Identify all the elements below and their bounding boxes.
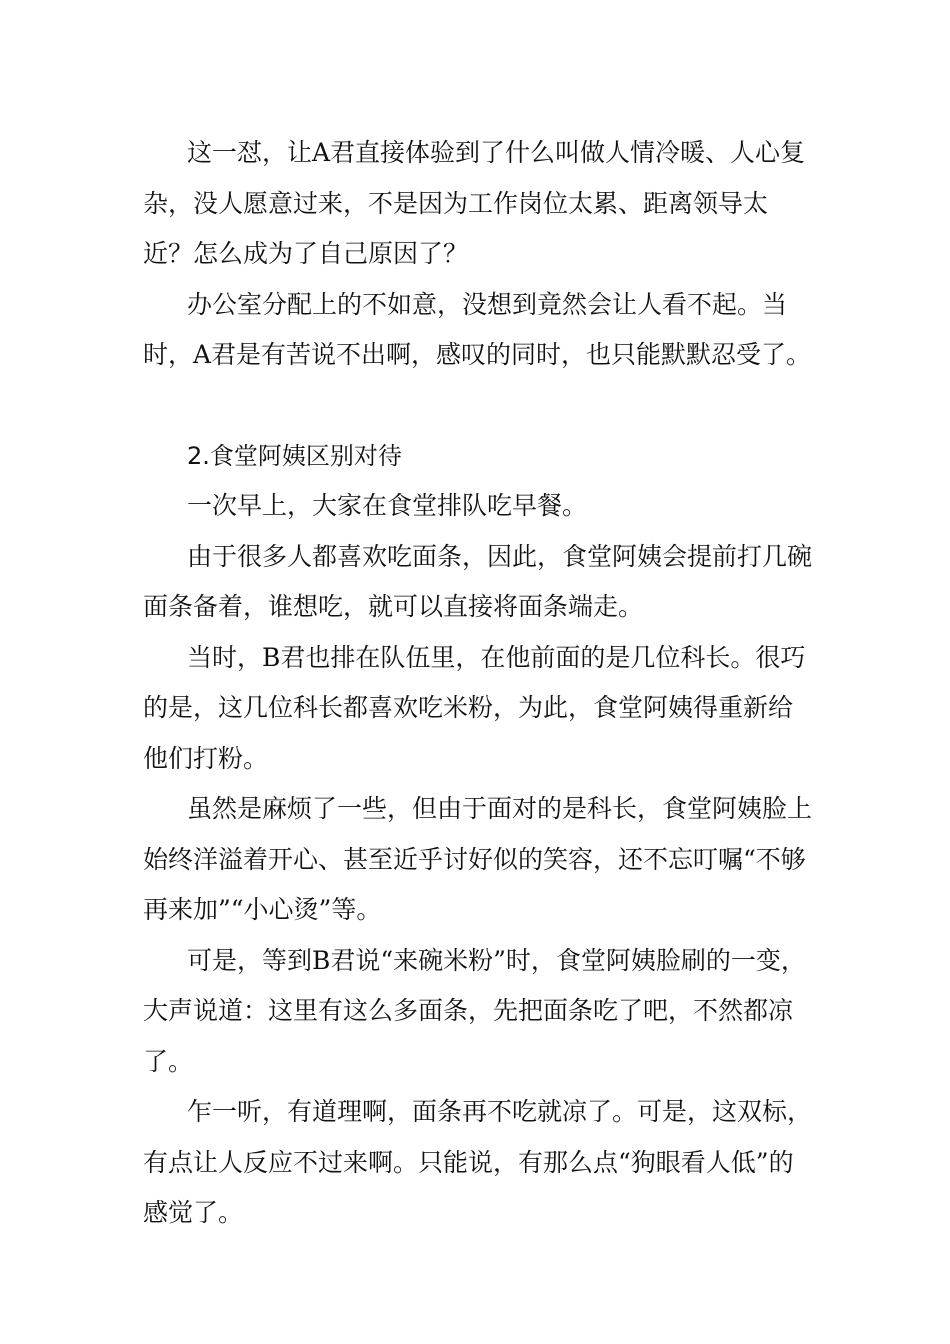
- paragraph: 可是，等到B君说“来碗米粉”时，食堂阿姨脸刷的一变，大声说道：这里有这么多面条，先把面条吃了吧，不然都凉了。: [143, 945, 806, 1076]
- paragraph: 办公室分配上的不如意，没想到竟然会让人看不起。当时，A君是有苦说不出啊，感叹的同时，也只能默默忍受了。: [143, 289, 812, 369]
- document-body: [143, 128, 813, 1239]
- paragraph: 虽然是麻烦了一些，但由于面对的是科长，食堂阿姨脸上始终洋溢着开心、甚至近乎讨好似的笑容，还不忘叮嘱“不够再来加”“小心烫”等。: [143, 794, 813, 924]
- section-heading: 2.食堂阿姨区别对待: [187, 441, 402, 470]
- paragraph: 一次早上，大家在食堂排队吃早餐。: [187, 491, 588, 520]
- paragraph: 由于很多人都喜欢吃面条，因此，食堂阿姨会提前打几碗面条备着，谁想吃，就可以直接将面条端走。: [143, 541, 813, 621]
- paragraph-gap: [143, 381, 813, 431]
- paragraph: 乍一听，有道理啊，面条再不吃就凉了。可是，这双标，有点让人反应不过来啊。只能说，有那么点“狗眼看人低”的感觉了。: [143, 1097, 813, 1227]
- paragraph: 这一怼，让A君直接体验到了什么叫做人情冷暖、人心复杂，没人愿意过来，不是因为工作岗位太累、距离领导太近？怎么成为了自己原因了？: [143, 138, 806, 268]
- paragraph: 当时，B君也排在队伍里，在他前面的是几位科长。很巧的是，这几位科长都喜欢吃米粉，为此，食堂阿姨得重新给他们打粉。: [143, 642, 806, 773]
